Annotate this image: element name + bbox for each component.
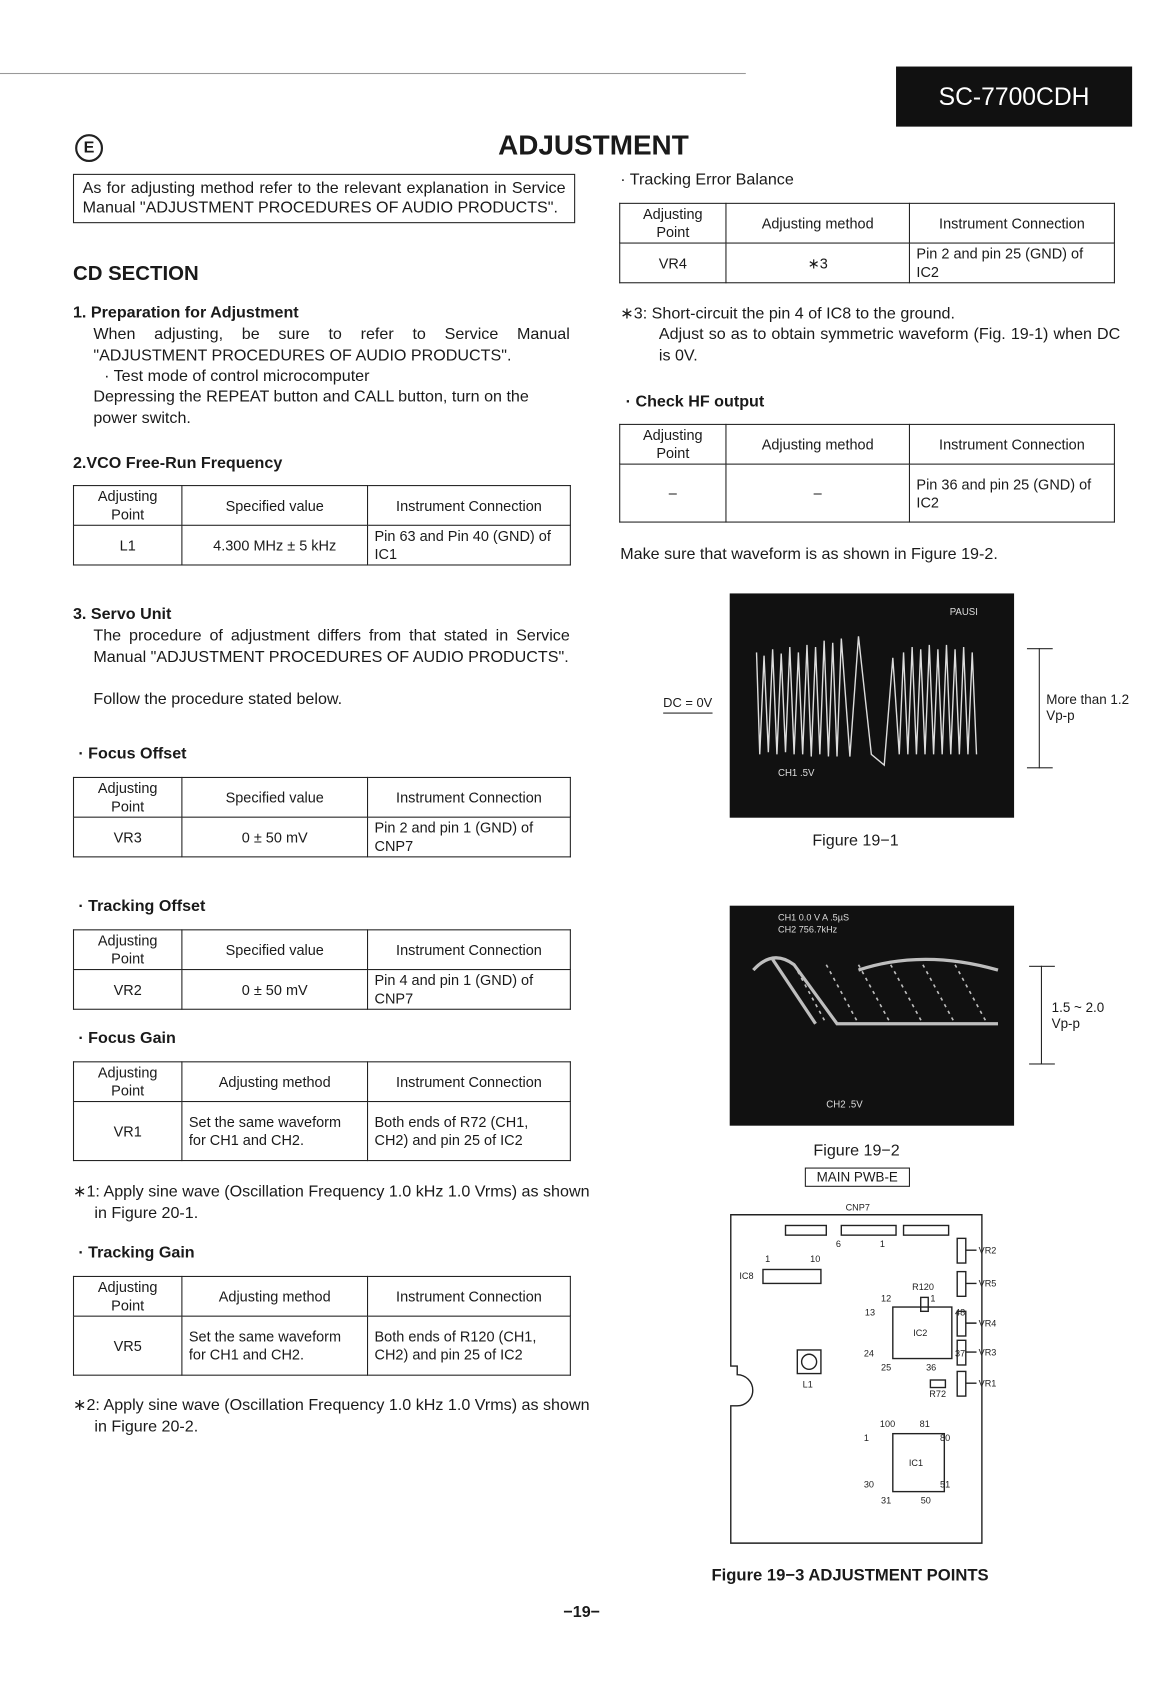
scope-channel: CH1 .5V bbox=[777, 767, 815, 779]
range-label-1: More than 1.2 Vp-p bbox=[1046, 692, 1130, 724]
td: Pin 2 and pin 25 (GND) of IC2 bbox=[909, 243, 1114, 283]
page-title: ADJUSTMENT bbox=[498, 128, 689, 161]
ic1-label: IC1 bbox=[908, 1457, 924, 1468]
td: Pin 63 and Pin 40 (GND) of IC1 bbox=[368, 525, 571, 565]
hf-note: Make sure that waveform is as shown in Figure 19-2. bbox=[620, 545, 998, 564]
ic2-label: IC2 bbox=[913, 1328, 928, 1339]
tracking-gain-note: ∗2: Apply sine wave (Oscillation Frequency 1.0 kHz 1.0 Vrms) as shown in Figure 20-2. bbox=[72, 1396, 590, 1436]
scope-channel: CH2 .5V bbox=[826, 1099, 863, 1111]
tracking-gain-title: · Tracking Gain bbox=[78, 1243, 195, 1262]
vco-table bbox=[73, 485, 571, 565]
th: Specified value bbox=[182, 777, 368, 817]
prep-body2: Depressing the REPEAT button and CALL button, turn on the power switch. bbox=[93, 387, 529, 427]
servo-title: 3. Servo Unit bbox=[72, 605, 172, 624]
scope-status: PAUSI bbox=[949, 606, 978, 618]
prep-sub: · Test mode of control microcomputer bbox=[104, 367, 370, 386]
th: Instrument Connection bbox=[368, 1062, 571, 1102]
td: Pin 36 and pin 25 (GND) of IC2 bbox=[909, 464, 1114, 522]
prep-body: When adjusting, be sure to refer to Service Manual "ADJUSTMENT PROCEDURES OF AUDIO PRODUCTS". bbox=[93, 325, 570, 365]
r72-label: R72 bbox=[929, 1389, 947, 1400]
tracking-error-table bbox=[619, 203, 1115, 283]
notice-box: As for adjusting method refer to the relevant explanation in Service Manual "ADJUSTMENT PROCEDURES OF AUDIO PRODUCTS". bbox=[73, 174, 575, 223]
pin-label: 1 bbox=[863, 1433, 869, 1444]
focus-offset-title: · Focus Offset bbox=[78, 744, 187, 763]
hf-table bbox=[619, 424, 1115, 523]
servo-body2: Follow the procedure stated below. bbox=[93, 690, 343, 709]
tracking-error-note: ∗3: Short-circuit the pin 4 of IC8 to the ground. bbox=[620, 304, 955, 324]
ic8-label: IC8 bbox=[739, 1271, 754, 1282]
pin-label: 1 bbox=[879, 1238, 886, 1249]
pin-label: 1 bbox=[765, 1253, 771, 1264]
pin-label: 48 bbox=[955, 1307, 966, 1318]
pin-label: 24 bbox=[863, 1348, 874, 1359]
td: ∗3 bbox=[726, 243, 910, 283]
figure-19-2-caption: Figure 19−2 bbox=[813, 1141, 900, 1161]
th: Instrument Connection bbox=[368, 930, 571, 970]
focus-gain-note: ∗1: Apply sine wave (Oscillation Frequency 1.0 kHz 1.0 Vrms) as shown in Figure 20-1. bbox=[72, 1182, 590, 1222]
th: Adjusting method bbox=[182, 1276, 368, 1316]
th: Instrument Connection bbox=[368, 486, 571, 526]
figure-19-3-caption: Figure 19−3 ADJUSTMENT POINTS bbox=[711, 1566, 989, 1585]
td: 0 ± 50 mV bbox=[182, 970, 368, 1010]
vr2-label: VR2 bbox=[978, 1245, 997, 1256]
pin-label: 12 bbox=[881, 1293, 892, 1304]
waveform-1 bbox=[730, 593, 1014, 817]
vco-title: 2.VCO Free-Run Frequency bbox=[72, 453, 283, 473]
hf-title: · Check HF output bbox=[625, 392, 765, 411]
th: Adjusting Point bbox=[74, 930, 182, 970]
l1-label: L1 bbox=[802, 1379, 813, 1390]
pin-label: 36 bbox=[926, 1362, 937, 1373]
td: VR4 bbox=[620, 243, 726, 283]
td: – bbox=[726, 464, 910, 522]
pin-label: 30 bbox=[863, 1479, 874, 1490]
figure-19-1-caption: Figure 19−1 bbox=[812, 831, 899, 850]
pin-label: 25 bbox=[881, 1362, 892, 1373]
page-number: −19− bbox=[563, 1603, 601, 1622]
pin-label: 13 bbox=[864, 1307, 876, 1318]
th: Adjusting Point bbox=[74, 1276, 182, 1316]
servo-body: The procedure of adjustment differs from that stated in Service Manual "ADJUSTMENT PROCEDURES OF AUDIO PRODUCTS". bbox=[93, 626, 570, 666]
range-label-2: 1.5 ~ 2.0 Vp-p bbox=[1051, 1000, 1105, 1032]
cnp7-label: CNP7 bbox=[845, 1202, 870, 1213]
td: VR2 bbox=[74, 970, 182, 1010]
th: Adjusting Point bbox=[74, 777, 182, 817]
tracking-gain-table bbox=[73, 1276, 571, 1376]
prep-title: 1. Preparation for Adjustment bbox=[72, 303, 299, 322]
pin-label: 10 bbox=[810, 1253, 821, 1264]
range-bar bbox=[1039, 648, 1040, 768]
vr1-label: VR1 bbox=[978, 1378, 997, 1389]
vr4-label: VR4 bbox=[978, 1318, 997, 1329]
th: Instrument Connection bbox=[368, 1276, 571, 1316]
th: Adjusting method bbox=[726, 424, 910, 464]
td: VR5 bbox=[74, 1316, 182, 1375]
oscilloscope-figure-1 bbox=[730, 593, 1014, 817]
th: Instrument Connection bbox=[909, 203, 1114, 243]
td: Set the same waveform for CH1 and CH2. bbox=[182, 1102, 368, 1161]
th: Adjusting Point bbox=[74, 1062, 182, 1102]
td: VR1 bbox=[74, 1102, 182, 1161]
th: Specified value bbox=[182, 486, 368, 526]
focus-gain-title: · Focus Gain bbox=[78, 1029, 176, 1048]
td: Both ends of R120 (CH1, CH2) and pin 25 of IC2 bbox=[368, 1316, 571, 1375]
td: Pin 2 and pin 1 (GND) of CNP7 bbox=[368, 817, 571, 857]
td: – bbox=[620, 464, 726, 522]
scope-line-2: CH2 756.7kHz bbox=[777, 924, 838, 935]
tracking-error-note2: Adjust so as to obtain symmetric waveform (Fig. 19-1) when DC is 0V. bbox=[658, 325, 1121, 365]
header-rule bbox=[0, 73, 746, 74]
pin-label: 51 bbox=[940, 1479, 951, 1490]
waveform-2 bbox=[730, 906, 1014, 1126]
tracking-offset-table bbox=[73, 929, 571, 1009]
focus-gain-table bbox=[73, 1061, 571, 1161]
dc-label: DC = 0V bbox=[663, 695, 712, 713]
focus-offset-table bbox=[73, 777, 571, 857]
scope-line-1: CH1 0.0 V A .5µS bbox=[777, 912, 850, 923]
pin-label: 1 bbox=[930, 1293, 936, 1304]
pin-label: 37 bbox=[955, 1348, 966, 1359]
th: Specified value bbox=[182, 930, 368, 970]
vr5-label: VR5 bbox=[978, 1278, 997, 1289]
td: VR3 bbox=[74, 817, 182, 857]
section-title: CD SECTION bbox=[72, 262, 199, 286]
th: Instrument Connection bbox=[368, 777, 571, 817]
model-badge: SC-7700CDH bbox=[896, 67, 1132, 127]
td: L1 bbox=[74, 525, 182, 565]
th: Adjusting method bbox=[726, 203, 910, 243]
pin-label: 50 bbox=[920, 1495, 931, 1506]
board-label: MAIN PWB-E bbox=[805, 1168, 910, 1187]
tracking-error-title: · Tracking Error Balance bbox=[620, 170, 794, 189]
td: Set the same waveform for CH1 and CH2. bbox=[182, 1316, 368, 1375]
pin-label: 81 bbox=[919, 1419, 930, 1430]
th: Adjusting method bbox=[182, 1062, 368, 1102]
td: Both ends of R72 (CH1, CH2) and pin 25 of IC2 bbox=[368, 1102, 571, 1161]
r120-label: R120 bbox=[912, 1281, 934, 1292]
pin-label: 6 bbox=[835, 1238, 842, 1249]
pin-label: 100 bbox=[879, 1419, 896, 1430]
td: 4.300 MHz ± 5 kHz bbox=[182, 525, 368, 565]
th: Adjusting Point bbox=[620, 203, 726, 243]
pin-label: 31 bbox=[881, 1495, 892, 1506]
th: Instrument Connection bbox=[909, 424, 1114, 464]
th: Adjusting Point bbox=[74, 486, 182, 526]
oscilloscope-figure-2 bbox=[730, 906, 1014, 1126]
td: 0 ± 50 mV bbox=[182, 817, 368, 857]
td: Pin 4 and pin 1 (GND) of CNP7 bbox=[368, 970, 571, 1010]
range-bar bbox=[1041, 966, 1042, 1065]
board-diagram bbox=[724, 1200, 1046, 1565]
th: Adjusting Point bbox=[620, 424, 726, 464]
tracking-offset-title: · Tracking Offset bbox=[78, 897, 206, 916]
language-mark: E bbox=[75, 134, 103, 162]
pin-label: 80 bbox=[940, 1433, 951, 1444]
vr3-label: VR3 bbox=[978, 1347, 997, 1358]
